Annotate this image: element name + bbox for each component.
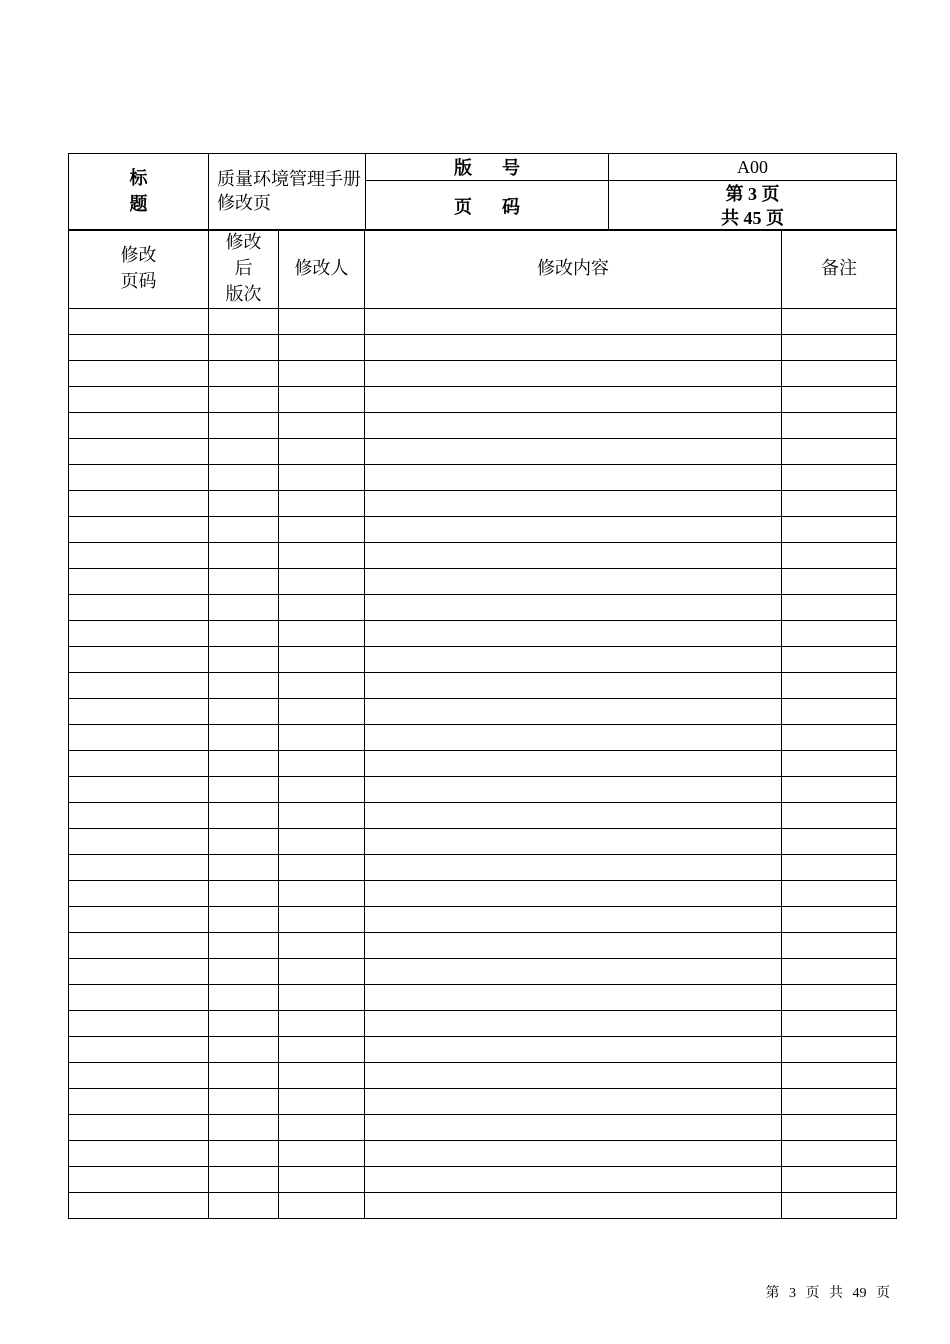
- table-cell: [365, 673, 782, 699]
- table-row: [69, 881, 897, 907]
- table-cell: [279, 1063, 365, 1089]
- table-cell: [365, 335, 782, 361]
- table-cell: [365, 387, 782, 413]
- table-row: [69, 465, 897, 491]
- table-cell: [782, 673, 897, 699]
- table-cell: [279, 933, 365, 959]
- table-row: [69, 595, 897, 621]
- table-row: [69, 413, 897, 439]
- table-cell: [365, 465, 782, 491]
- table-cell: [365, 985, 782, 1011]
- table-cell: [279, 777, 365, 803]
- table-cell: [209, 959, 279, 985]
- table-cell: [209, 1089, 279, 1115]
- table-cell: [209, 647, 279, 673]
- table-cell: [209, 465, 279, 491]
- table-cell: [69, 699, 209, 725]
- table-cell: [279, 803, 365, 829]
- table-cell: [209, 543, 279, 569]
- table-cell: [365, 569, 782, 595]
- table-cell: [209, 1037, 279, 1063]
- page-value-line1: 第 3 页: [725, 183, 780, 204]
- revision-header-row: [69, 230, 897, 309]
- table-row: [69, 491, 897, 517]
- table-cell: [69, 829, 209, 855]
- table-row: [69, 1037, 897, 1063]
- table-row: [69, 907, 897, 933]
- table-cell: [279, 361, 365, 387]
- table-cell: [365, 907, 782, 933]
- table-row: [69, 855, 897, 881]
- table-cell: [69, 413, 209, 439]
- table-cell: [209, 673, 279, 699]
- table-cell: [782, 1089, 897, 1115]
- table-cell: [782, 1011, 897, 1037]
- col-header-page-line2: 页码: [120, 271, 157, 292]
- table-row: [69, 439, 897, 465]
- table-cell: [279, 1115, 365, 1141]
- table-row: [69, 673, 897, 699]
- col-header-content: 修改内容: [365, 230, 782, 309]
- table-cell: [69, 1115, 209, 1141]
- table-cell: [209, 309, 279, 335]
- col-header-version-line2: 后: [234, 258, 253, 279]
- table-cell: [365, 361, 782, 387]
- table-cell: [365, 1089, 782, 1115]
- table-cell: [365, 1037, 782, 1063]
- table-cell: [279, 725, 365, 751]
- title-label-line1: 标: [129, 168, 148, 189]
- table-cell: [279, 465, 365, 491]
- table-row: [69, 1011, 897, 1037]
- table-cell: [69, 465, 209, 491]
- table-cell: [279, 855, 365, 881]
- table-cell: [209, 1115, 279, 1141]
- table-cell: [782, 595, 897, 621]
- table-cell: [279, 309, 365, 335]
- table-cell: [69, 647, 209, 673]
- table-cell: [69, 491, 209, 517]
- table-cell: [69, 1011, 209, 1037]
- table-cell: [365, 621, 782, 647]
- table-cell: [69, 1063, 209, 1089]
- table-cell: [209, 829, 279, 855]
- table-cell: [365, 1193, 782, 1219]
- table-cell: [69, 985, 209, 1011]
- table-cell: [782, 985, 897, 1011]
- table-row: [69, 829, 897, 855]
- table-cell: [69, 309, 209, 335]
- table-row: [69, 309, 897, 335]
- table-row: [69, 569, 897, 595]
- table-cell: [782, 335, 897, 361]
- table-cell: [69, 1089, 209, 1115]
- table-row: [69, 777, 897, 803]
- table-cell: [69, 803, 209, 829]
- table-cell: [365, 413, 782, 439]
- table-row: [69, 725, 897, 751]
- col-header-version-line1: 修改: [225, 232, 262, 253]
- table-cell: [782, 751, 897, 777]
- table-cell: [782, 517, 897, 543]
- table-row: [69, 543, 897, 569]
- table-cell: [365, 439, 782, 465]
- table-row: [69, 387, 897, 413]
- table-cell: [279, 569, 365, 595]
- table-cell: [365, 1115, 782, 1141]
- table-cell: [209, 1011, 279, 1037]
- table-cell: [782, 1193, 897, 1219]
- table-cell: [279, 621, 365, 647]
- table-cell: [365, 725, 782, 751]
- table-cell: [69, 751, 209, 777]
- table-row: [69, 1141, 897, 1167]
- page-value-cell: [609, 181, 897, 231]
- table-cell: [209, 387, 279, 413]
- table-cell: [209, 725, 279, 751]
- table-cell: [69, 1037, 209, 1063]
- table-cell: [782, 413, 897, 439]
- table-cell: [782, 1037, 897, 1063]
- table-row: [69, 335, 897, 361]
- table-cell: [279, 959, 365, 985]
- table-cell: [209, 1141, 279, 1167]
- table-cell: [69, 959, 209, 985]
- table-cell: [69, 881, 209, 907]
- table-cell: [782, 907, 897, 933]
- col-header-page-line1: 修改: [120, 245, 157, 266]
- table-cell: [279, 1037, 365, 1063]
- table-cell: [782, 933, 897, 959]
- table-cell: [69, 855, 209, 881]
- table-cell: [782, 959, 897, 985]
- table-cell: [69, 361, 209, 387]
- table-cell: [69, 673, 209, 699]
- table-cell: [782, 465, 897, 491]
- table-cell: [782, 543, 897, 569]
- table-cell: [782, 621, 897, 647]
- table-cell: [69, 933, 209, 959]
- table-row: [69, 647, 897, 673]
- table-cell: [209, 881, 279, 907]
- table-cell: [209, 985, 279, 1011]
- table-cell: [365, 1141, 782, 1167]
- table-cell: [209, 595, 279, 621]
- table-cell: [279, 491, 365, 517]
- title-label-cell: [69, 154, 209, 231]
- version-label-cell: [366, 154, 609, 181]
- table-cell: [209, 1193, 279, 1219]
- table-cell: [209, 413, 279, 439]
- table-cell: [209, 699, 279, 725]
- table-cell: [782, 699, 897, 725]
- table-cell: [209, 491, 279, 517]
- table-cell: [69, 335, 209, 361]
- table-cell: [279, 1167, 365, 1193]
- table-cell: [69, 543, 209, 569]
- table-cell: [279, 413, 365, 439]
- table-cell: [209, 777, 279, 803]
- title-label-line2: 题: [129, 194, 148, 215]
- table-cell: [209, 361, 279, 387]
- table-cell: [365, 543, 782, 569]
- table-cell: [279, 1193, 365, 1219]
- table-cell: [782, 1167, 897, 1193]
- table-row: [69, 361, 897, 387]
- table-cell: [209, 855, 279, 881]
- table-cell: [279, 543, 365, 569]
- table-row: [69, 621, 897, 647]
- table-row: [69, 959, 897, 985]
- table-row: [69, 751, 897, 777]
- table-cell: [782, 309, 897, 335]
- col-header-version: [209, 230, 279, 309]
- table-row: [69, 1167, 897, 1193]
- table-row: [69, 1089, 897, 1115]
- table-cell: [209, 803, 279, 829]
- table-cell: [365, 959, 782, 985]
- table-cell: [365, 309, 782, 335]
- table-cell: [279, 335, 365, 361]
- table-cell: [782, 777, 897, 803]
- col-header-version-line3: 版次: [225, 284, 262, 305]
- table-row: [69, 933, 897, 959]
- table-cell: [782, 361, 897, 387]
- table-cell: [209, 1167, 279, 1193]
- table-cell: [365, 1011, 782, 1037]
- table-cell: [782, 439, 897, 465]
- table-cell: [209, 1063, 279, 1089]
- table-cell: [209, 439, 279, 465]
- table-cell: [782, 803, 897, 829]
- table-cell: [365, 933, 782, 959]
- page-value-line2: 共 45 页: [721, 207, 784, 228]
- table-cell: [69, 439, 209, 465]
- version-label: 版号: [454, 158, 550, 179]
- table-cell: [365, 595, 782, 621]
- col-header-page: [69, 230, 209, 309]
- table-cell: [279, 1089, 365, 1115]
- table-cell: [365, 751, 782, 777]
- table-row: [69, 803, 897, 829]
- table-cell: [365, 777, 782, 803]
- header-table: [68, 153, 897, 231]
- table-cell: [365, 491, 782, 517]
- table-cell: [365, 803, 782, 829]
- table-cell: [69, 777, 209, 803]
- table-cell: [69, 569, 209, 595]
- table-cell: [279, 751, 365, 777]
- table-cell: [209, 751, 279, 777]
- table-cell: [279, 1011, 365, 1037]
- table-cell: [69, 621, 209, 647]
- page-label: 页码: [454, 196, 550, 218]
- table-cell: [209, 621, 279, 647]
- table-cell: [69, 907, 209, 933]
- table-cell: [209, 907, 279, 933]
- table-cell: [782, 1063, 897, 1089]
- table-cell: [365, 829, 782, 855]
- table-cell: [782, 725, 897, 751]
- page-label-cell: [366, 181, 609, 231]
- table-cell: [279, 439, 365, 465]
- table-cell: [782, 569, 897, 595]
- table-cell: [279, 595, 365, 621]
- table-cell: [782, 881, 897, 907]
- table-cell: [782, 387, 897, 413]
- table-cell: [209, 335, 279, 361]
- col-header-person: 修改人: [279, 230, 365, 309]
- table-cell: [279, 907, 365, 933]
- revision-table: [68, 229, 897, 1219]
- table-cell: [69, 517, 209, 543]
- table-cell: [279, 517, 365, 543]
- table-cell: [365, 699, 782, 725]
- table-cell: [782, 1115, 897, 1141]
- table-row: [69, 985, 897, 1011]
- table-cell: [365, 517, 782, 543]
- document-title: 质量环境管理手册修改页: [209, 154, 366, 231]
- table-cell: [69, 1193, 209, 1219]
- table-cell: [365, 1167, 782, 1193]
- table-row: [69, 1063, 897, 1089]
- table-row: [69, 517, 897, 543]
- version-value: A00: [609, 154, 897, 181]
- table-cell: [782, 855, 897, 881]
- col-header-remarks: 备注: [782, 230, 897, 309]
- table-cell: [279, 1141, 365, 1167]
- table-cell: [69, 595, 209, 621]
- table-cell: [69, 725, 209, 751]
- table-cell: [365, 1063, 782, 1089]
- table-cell: [279, 829, 365, 855]
- table-cell: [365, 881, 782, 907]
- table-cell: [782, 491, 897, 517]
- table-cell: [279, 881, 365, 907]
- table-row: [69, 1193, 897, 1219]
- table-cell: [782, 829, 897, 855]
- table-row: [69, 1115, 897, 1141]
- table-cell: [69, 1141, 209, 1167]
- table-cell: [209, 569, 279, 595]
- table-cell: [279, 673, 365, 699]
- table-cell: [365, 647, 782, 673]
- table-cell: [782, 647, 897, 673]
- table-cell: [782, 1141, 897, 1167]
- table-row: [69, 699, 897, 725]
- table-cell: [69, 1167, 209, 1193]
- table-cell: [279, 387, 365, 413]
- page-footer: 第 3 页 共 49 页: [765, 1286, 890, 1301]
- table-cell: [69, 387, 209, 413]
- table-cell: [279, 699, 365, 725]
- table-cell: [279, 647, 365, 673]
- table-cell: [279, 985, 365, 1011]
- table-cell: [365, 855, 782, 881]
- table-cell: [209, 933, 279, 959]
- table-cell: [209, 517, 279, 543]
